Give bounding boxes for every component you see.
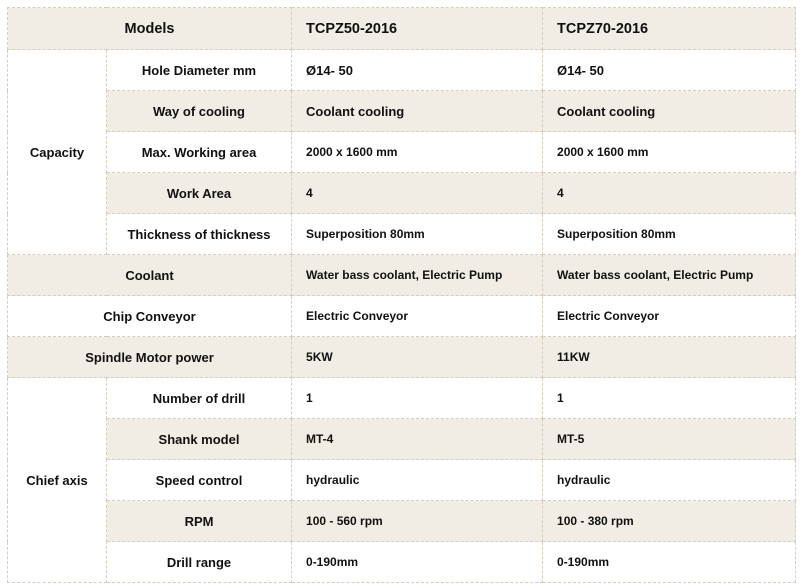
model-b-value: 2000 x 1600 mm — [543, 132, 796, 173]
param-label: RPM — [107, 501, 292, 542]
table-row — [8, 214, 796, 255]
model-a-value: 100 - 560 rpm — [292, 501, 543, 542]
table-row — [8, 501, 796, 542]
model-b-value: 11KW — [543, 337, 796, 378]
model-a-value: Ø14- 50 — [292, 50, 543, 91]
param-label: Max. Working area — [107, 132, 292, 173]
param-label: Spindle Motor power — [8, 337, 292, 378]
chief-axis-group-label: Chief axis — [8, 378, 107, 583]
models-header: Models — [8, 8, 292, 50]
model-b-value: 0-190mm — [543, 542, 796, 583]
table-row — [8, 337, 796, 378]
param-label: Drill range — [107, 542, 292, 583]
spec-table — [7, 7, 796, 583]
model-b-value: hydraulic — [543, 460, 796, 501]
model-b-value: 4 — [543, 173, 796, 214]
model-a-value: 2000 x 1600 mm — [292, 132, 543, 173]
model-a-value: 5KW — [292, 337, 543, 378]
table-row — [8, 173, 796, 214]
table-row — [8, 296, 796, 337]
model-b-value: Ø14- 50 — [543, 50, 796, 91]
model-b-header: TCPZ70-2016 — [543, 8, 796, 50]
model-b-value: Superposition 80mm — [543, 214, 796, 255]
param-label: Way of cooling — [107, 91, 292, 132]
model-b-value: Water bass coolant, Electric Pump — [543, 255, 796, 296]
capacity-group-label: Capacity — [8, 50, 107, 255]
model-a-value: Coolant cooling — [292, 91, 543, 132]
model-b-value: 1 — [543, 378, 796, 419]
model-a-value: Electric Conveyor — [292, 296, 543, 337]
table-row — [8, 460, 796, 501]
model-a-value: 1 — [292, 378, 543, 419]
table-row — [8, 542, 796, 583]
model-a-value: MT-4 — [292, 419, 543, 460]
model-a-value: hydraulic — [292, 460, 543, 501]
param-label: Number of drill — [107, 378, 292, 419]
model-a-value: Superposition 80mm — [292, 214, 543, 255]
param-label: Chip Conveyor — [8, 296, 292, 337]
header-row — [8, 8, 796, 50]
param-label: Speed control — [107, 460, 292, 501]
table-row — [8, 255, 796, 296]
model-b-value: Electric Conveyor — [543, 296, 796, 337]
param-label: Hole Diameter mm — [107, 50, 292, 91]
param-label: Coolant — [8, 255, 292, 296]
param-label: Work Area — [107, 173, 292, 214]
table-row — [8, 50, 796, 91]
table-row — [8, 132, 796, 173]
table-row — [8, 419, 796, 460]
param-label: Shank model — [107, 419, 292, 460]
model-a-value: 0-190mm — [292, 542, 543, 583]
table-row — [8, 91, 796, 132]
model-b-value: Coolant cooling — [543, 91, 796, 132]
model-a-value: 4 — [292, 173, 543, 214]
table-row — [8, 378, 796, 419]
param-label: Thickness of thickness — [107, 214, 292, 255]
model-a-value: Water bass coolant, Electric Pump — [292, 255, 543, 296]
model-b-value: 100 - 380 rpm — [543, 501, 796, 542]
model-a-header: TCPZ50-2016 — [292, 8, 543, 50]
model-b-value: MT-5 — [543, 419, 796, 460]
